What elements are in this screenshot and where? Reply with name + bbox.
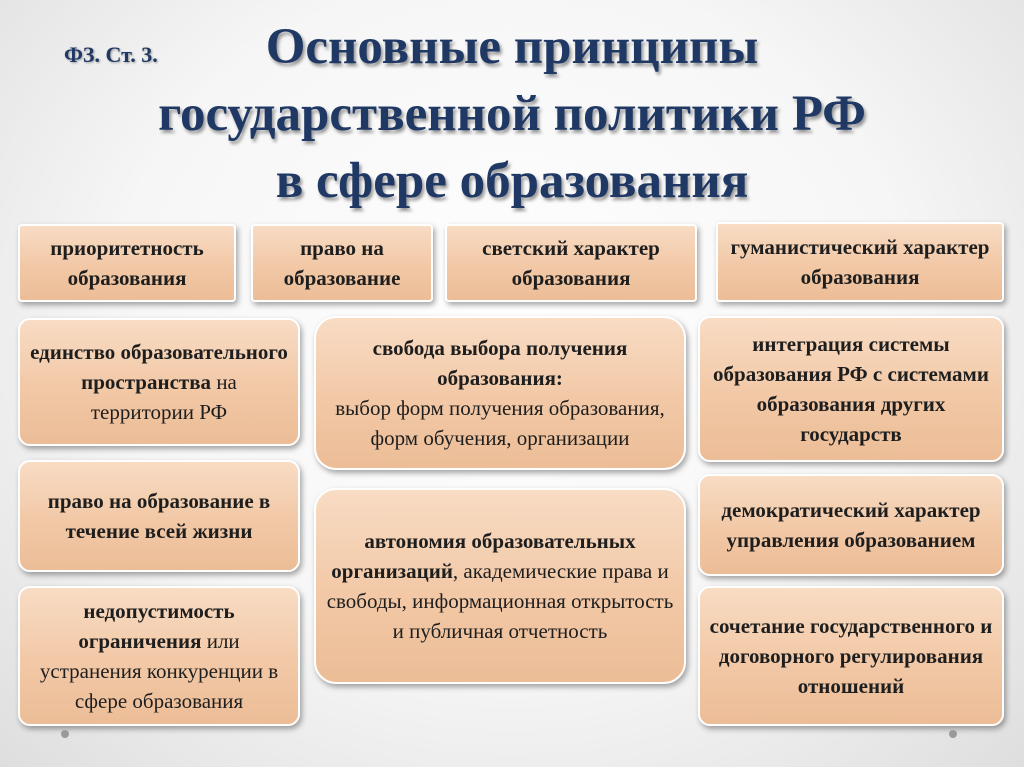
principle-secular xyxy=(445,224,697,302)
title-line-3: в сфере образования xyxy=(275,153,749,209)
principle-competition-text xyxy=(28,596,290,716)
principle-priority xyxy=(18,224,236,302)
principle-humanistic xyxy=(716,222,1004,302)
principle-unity-bold: единство образовательного пространства xyxy=(30,340,288,394)
principle-freedom-of-choice xyxy=(314,316,686,470)
title-line-2: государственной политики РФ xyxy=(158,86,866,142)
principle-democratic-text: демократический характер управления образованием xyxy=(721,498,981,552)
law-reference: ФЗ. Ст. 3. xyxy=(64,42,158,67)
principle-competition-bold: недопустимость ограничения xyxy=(78,599,235,653)
principle-right-to-education-text: право на образование xyxy=(283,236,401,290)
principle-autonomy-rest: , академические права и свободы, информационная открытость и публичная отчетность xyxy=(326,559,674,643)
decorative-dot-left xyxy=(61,730,69,738)
decorative-dot-right xyxy=(949,730,957,738)
principle-competition xyxy=(18,586,300,726)
principle-integration xyxy=(698,316,1004,462)
principle-combination xyxy=(698,586,1004,726)
principle-autonomy xyxy=(314,488,686,684)
principle-autonomy-bold: автономия образовательных организаций xyxy=(331,529,636,583)
principle-integration-text: интеграция системы образования РФ с системами образования других государств xyxy=(713,332,989,446)
principle-autonomy-text xyxy=(324,526,676,646)
principle-unity-text xyxy=(28,337,290,427)
principle-secular-text: светский характер образования xyxy=(482,236,660,290)
principle-combination-text: сочетание государственного и договорного регулирования отношений xyxy=(709,614,993,698)
title-line-1: Основные принципы xyxy=(265,19,759,75)
principle-lifelong xyxy=(18,460,300,572)
principle-freedom-text xyxy=(324,333,676,453)
principle-unity xyxy=(18,318,300,446)
principle-unity-rest: на территории РФ xyxy=(90,370,237,424)
principle-freedom-rest: выбор форм получения образования, форм обучения, организации xyxy=(335,396,665,450)
principle-competition-rest: или устранения конкуренции в сфере образования xyxy=(39,629,279,713)
principle-right-to-education xyxy=(251,224,433,302)
page-title xyxy=(50,14,974,215)
principle-freedom-bold: свобода выбора получения образования: xyxy=(372,336,628,390)
principle-democratic xyxy=(698,474,1004,576)
principle-priority-text: приоритетность образования xyxy=(50,236,204,290)
principle-humanistic-text: гуманистический характер образования xyxy=(730,235,990,289)
principle-lifelong-text: право на образование в течение всей жизни xyxy=(47,489,271,543)
